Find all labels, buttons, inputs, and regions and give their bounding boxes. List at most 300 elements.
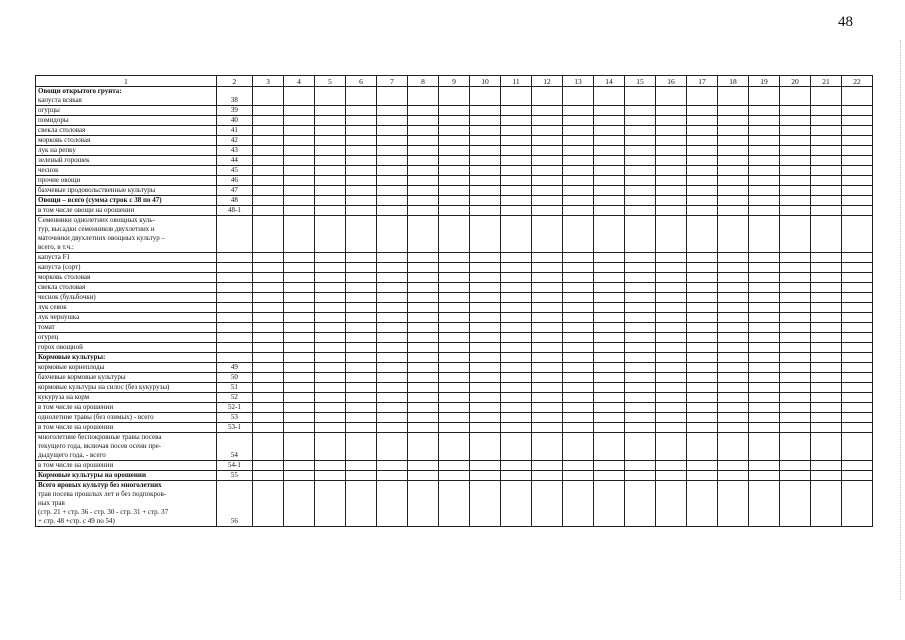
data-cell[interactable] (500, 216, 531, 253)
data-cell[interactable] (345, 413, 376, 423)
data-cell[interactable] (717, 333, 748, 343)
data-cell[interactable] (841, 156, 872, 166)
data-cell[interactable] (376, 423, 407, 433)
data-cell[interactable] (810, 186, 841, 196)
data-cell[interactable] (593, 343, 624, 353)
data-cell[interactable] (624, 323, 655, 333)
data-cell[interactable] (531, 146, 562, 156)
data-cell[interactable] (345, 433, 376, 461)
data-cell[interactable] (469, 263, 500, 273)
data-cell[interactable] (376, 413, 407, 423)
data-cell[interactable] (314, 146, 345, 156)
data-cell[interactable] (624, 303, 655, 313)
data-cell[interactable] (531, 481, 562, 527)
data-cell[interactable] (376, 323, 407, 333)
data-cell[interactable] (624, 176, 655, 186)
data-cell[interactable] (655, 471, 686, 481)
data-cell[interactable] (841, 383, 872, 393)
data-cell[interactable] (314, 186, 345, 196)
data-cell[interactable] (624, 313, 655, 323)
data-cell[interactable] (314, 136, 345, 146)
data-cell[interactable] (283, 176, 314, 186)
data-cell[interactable] (283, 403, 314, 413)
data-cell[interactable] (283, 186, 314, 196)
data-cell[interactable] (562, 433, 593, 461)
data-cell[interactable] (779, 471, 810, 481)
data-cell[interactable] (810, 216, 841, 253)
data-cell[interactable] (810, 263, 841, 273)
data-cell[interactable] (469, 433, 500, 461)
data-cell[interactable] (748, 343, 779, 353)
data-cell[interactable] (438, 176, 469, 186)
data-cell[interactable] (686, 176, 717, 186)
data-cell[interactable] (841, 363, 872, 373)
data-cell[interactable] (469, 106, 500, 116)
data-cell[interactable] (562, 126, 593, 136)
data-cell[interactable] (283, 481, 314, 527)
data-cell[interactable] (283, 413, 314, 423)
data-cell[interactable] (438, 333, 469, 343)
data-cell[interactable] (407, 196, 438, 206)
data-cell[interactable] (624, 373, 655, 383)
data-cell[interactable] (562, 333, 593, 343)
data-cell[interactable] (841, 303, 872, 313)
data-cell[interactable] (376, 273, 407, 283)
data-cell[interactable] (686, 481, 717, 527)
data-cell[interactable] (748, 126, 779, 136)
data-cell[interactable] (469, 313, 500, 323)
data-cell[interactable] (469, 383, 500, 393)
data-cell[interactable] (376, 253, 407, 263)
data-cell[interactable] (252, 373, 283, 383)
data-cell[interactable] (531, 273, 562, 283)
data-cell[interactable] (841, 216, 872, 253)
data-cell[interactable] (469, 343, 500, 353)
data-cell[interactable] (810, 481, 841, 527)
data-cell[interactable] (283, 373, 314, 383)
data-cell[interactable] (314, 323, 345, 333)
data-cell[interactable] (500, 253, 531, 263)
data-cell[interactable] (810, 323, 841, 333)
data-cell[interactable] (283, 393, 314, 403)
data-cell[interactable] (748, 136, 779, 146)
data-cell[interactable] (655, 373, 686, 383)
data-cell[interactable] (283, 433, 314, 461)
data-cell[interactable] (562, 481, 593, 527)
data-cell[interactable] (469, 186, 500, 196)
data-cell[interactable] (655, 196, 686, 206)
data-cell[interactable] (779, 106, 810, 116)
data-cell[interactable] (686, 383, 717, 393)
data-cell[interactable] (469, 116, 500, 126)
data-cell[interactable] (748, 423, 779, 433)
data-cell[interactable] (314, 363, 345, 373)
data-cell[interactable] (376, 363, 407, 373)
data-cell[interactable] (438, 303, 469, 313)
data-cell[interactable] (407, 216, 438, 253)
data-cell[interactable] (655, 87, 686, 106)
data-cell[interactable] (438, 156, 469, 166)
data-cell[interactable] (531, 303, 562, 313)
data-cell[interactable] (779, 323, 810, 333)
data-cell[interactable] (376, 433, 407, 461)
data-cell[interactable] (686, 353, 717, 363)
data-cell[interactable] (686, 186, 717, 196)
data-cell[interactable] (593, 116, 624, 126)
data-cell[interactable] (655, 136, 686, 146)
data-cell[interactable] (407, 313, 438, 323)
data-cell[interactable] (345, 293, 376, 303)
data-cell[interactable] (500, 156, 531, 166)
data-cell[interactable] (376, 393, 407, 403)
data-cell[interactable] (562, 393, 593, 403)
data-cell[interactable] (283, 106, 314, 116)
data-cell[interactable] (810, 87, 841, 106)
data-cell[interactable] (469, 403, 500, 413)
data-cell[interactable] (469, 176, 500, 186)
data-cell[interactable] (562, 423, 593, 433)
data-cell[interactable] (376, 293, 407, 303)
data-cell[interactable] (562, 273, 593, 283)
data-cell[interactable] (407, 156, 438, 166)
data-cell[interactable] (717, 206, 748, 216)
data-cell[interactable] (500, 373, 531, 383)
data-cell[interactable] (531, 283, 562, 293)
data-cell[interactable] (841, 323, 872, 333)
data-cell[interactable] (500, 146, 531, 156)
data-cell[interactable] (283, 136, 314, 146)
data-cell[interactable] (345, 393, 376, 403)
data-cell[interactable] (252, 106, 283, 116)
data-cell[interactable] (407, 363, 438, 373)
data-cell[interactable] (686, 106, 717, 116)
data-cell[interactable] (500, 413, 531, 423)
data-cell[interactable] (314, 383, 345, 393)
data-cell[interactable] (252, 313, 283, 323)
data-cell[interactable] (283, 253, 314, 263)
data-cell[interactable] (469, 461, 500, 471)
data-cell[interactable] (810, 313, 841, 323)
data-cell[interactable] (376, 216, 407, 253)
data-cell[interactable] (376, 116, 407, 126)
data-cell[interactable] (624, 136, 655, 146)
data-cell[interactable] (655, 283, 686, 293)
data-cell[interactable] (686, 333, 717, 343)
data-cell[interactable] (655, 216, 686, 253)
data-cell[interactable] (686, 166, 717, 176)
data-cell[interactable] (345, 313, 376, 323)
data-cell[interactable] (438, 253, 469, 263)
data-cell[interactable] (531, 363, 562, 373)
data-cell[interactable] (562, 176, 593, 186)
data-cell[interactable] (655, 206, 686, 216)
data-cell[interactable] (562, 293, 593, 303)
data-cell[interactable] (810, 461, 841, 471)
data-cell[interactable] (624, 333, 655, 343)
data-cell[interactable] (593, 283, 624, 293)
data-cell[interactable] (438, 471, 469, 481)
data-cell[interactable] (531, 166, 562, 176)
data-cell[interactable] (655, 116, 686, 126)
data-cell[interactable] (531, 156, 562, 166)
data-cell[interactable] (376, 186, 407, 196)
data-cell[interactable] (252, 471, 283, 481)
data-cell[interactable] (314, 461, 345, 471)
data-cell[interactable] (314, 293, 345, 303)
data-cell[interactable] (748, 116, 779, 126)
data-cell[interactable] (748, 353, 779, 363)
data-cell[interactable] (748, 413, 779, 423)
data-cell[interactable] (779, 433, 810, 461)
data-cell[interactable] (283, 353, 314, 363)
data-cell[interactable] (593, 363, 624, 373)
data-cell[interactable] (717, 253, 748, 263)
data-cell[interactable] (252, 206, 283, 216)
data-cell[interactable] (717, 293, 748, 303)
data-cell[interactable] (841, 461, 872, 471)
data-cell[interactable] (407, 116, 438, 126)
data-cell[interactable] (562, 253, 593, 263)
data-cell[interactable] (779, 186, 810, 196)
data-cell[interactable] (655, 263, 686, 273)
data-cell[interactable] (624, 481, 655, 527)
data-cell[interactable] (593, 146, 624, 156)
data-cell[interactable] (376, 461, 407, 471)
data-cell[interactable] (717, 393, 748, 403)
data-cell[interactable] (717, 423, 748, 433)
data-cell[interactable] (376, 146, 407, 156)
data-cell[interactable] (500, 383, 531, 393)
data-cell[interactable] (500, 353, 531, 363)
data-cell[interactable] (438, 313, 469, 323)
data-cell[interactable] (531, 461, 562, 471)
data-cell[interactable] (500, 206, 531, 216)
data-cell[interactable] (376, 206, 407, 216)
data-cell[interactable] (686, 126, 717, 136)
data-cell[interactable] (345, 136, 376, 146)
data-cell[interactable] (438, 87, 469, 106)
data-cell[interactable] (531, 373, 562, 383)
data-cell[interactable] (252, 363, 283, 373)
data-cell[interactable] (624, 263, 655, 273)
data-cell[interactable] (686, 156, 717, 166)
data-cell[interactable] (407, 106, 438, 116)
data-cell[interactable] (717, 383, 748, 393)
data-cell[interactable] (841, 433, 872, 461)
data-cell[interactable] (314, 206, 345, 216)
data-cell[interactable] (345, 146, 376, 156)
data-cell[interactable] (624, 273, 655, 283)
data-cell[interactable] (810, 166, 841, 176)
data-cell[interactable] (252, 176, 283, 186)
data-cell[interactable] (314, 116, 345, 126)
data-cell[interactable] (779, 413, 810, 423)
data-cell[interactable] (376, 196, 407, 206)
data-cell[interactable] (810, 343, 841, 353)
data-cell[interactable] (717, 413, 748, 423)
data-cell[interactable] (407, 176, 438, 186)
data-cell[interactable] (345, 373, 376, 383)
data-cell[interactable] (252, 343, 283, 353)
data-cell[interactable] (686, 423, 717, 433)
data-cell[interactable] (314, 373, 345, 383)
data-cell[interactable] (252, 383, 283, 393)
data-cell[interactable] (469, 303, 500, 313)
data-cell[interactable] (655, 353, 686, 363)
data-cell[interactable] (562, 471, 593, 481)
data-cell[interactable] (438, 323, 469, 333)
data-cell[interactable] (810, 403, 841, 413)
data-cell[interactable] (717, 263, 748, 273)
data-cell[interactable] (531, 196, 562, 206)
data-cell[interactable] (345, 87, 376, 106)
data-cell[interactable] (252, 353, 283, 363)
data-cell[interactable] (283, 263, 314, 273)
data-cell[interactable] (779, 126, 810, 136)
data-cell[interactable] (562, 196, 593, 206)
data-cell[interactable] (562, 383, 593, 393)
data-cell[interactable] (531, 206, 562, 216)
data-cell[interactable] (314, 343, 345, 353)
data-cell[interactable] (252, 413, 283, 423)
data-cell[interactable] (624, 186, 655, 196)
data-cell[interactable] (655, 273, 686, 283)
data-cell[interactable] (469, 323, 500, 333)
data-cell[interactable] (779, 313, 810, 323)
data-cell[interactable] (531, 87, 562, 106)
data-cell[interactable] (810, 293, 841, 303)
data-cell[interactable] (500, 303, 531, 313)
data-cell[interactable] (345, 333, 376, 343)
data-cell[interactable] (841, 413, 872, 423)
data-cell[interactable] (376, 156, 407, 166)
data-cell[interactable] (500, 283, 531, 293)
data-cell[interactable] (314, 87, 345, 106)
data-cell[interactable] (655, 323, 686, 333)
data-cell[interactable] (686, 136, 717, 146)
data-cell[interactable] (779, 343, 810, 353)
data-cell[interactable] (314, 166, 345, 176)
data-cell[interactable] (593, 166, 624, 176)
data-cell[interactable] (345, 363, 376, 373)
data-cell[interactable] (500, 461, 531, 471)
data-cell[interactable] (345, 481, 376, 527)
data-cell[interactable] (376, 403, 407, 413)
data-cell[interactable] (283, 323, 314, 333)
data-cell[interactable] (779, 383, 810, 393)
data-cell[interactable] (717, 313, 748, 323)
data-cell[interactable] (748, 263, 779, 273)
data-cell[interactable] (407, 146, 438, 156)
data-cell[interactable] (376, 481, 407, 527)
data-cell[interactable] (655, 383, 686, 393)
data-cell[interactable] (531, 333, 562, 343)
data-cell[interactable] (686, 461, 717, 471)
data-cell[interactable] (624, 461, 655, 471)
data-cell[interactable] (593, 253, 624, 263)
data-cell[interactable] (345, 126, 376, 136)
data-cell[interactable] (779, 253, 810, 263)
data-cell[interactable] (779, 461, 810, 471)
data-cell[interactable] (438, 373, 469, 383)
data-cell[interactable] (686, 373, 717, 383)
data-cell[interactable] (686, 323, 717, 333)
data-cell[interactable] (314, 273, 345, 283)
data-cell[interactable] (314, 423, 345, 433)
data-cell[interactable] (748, 253, 779, 263)
data-cell[interactable] (500, 116, 531, 126)
data-cell[interactable] (345, 353, 376, 363)
data-cell[interactable] (748, 146, 779, 156)
data-cell[interactable] (345, 423, 376, 433)
data-cell[interactable] (438, 343, 469, 353)
data-cell[interactable] (314, 481, 345, 527)
data-cell[interactable] (624, 403, 655, 413)
data-cell[interactable] (345, 383, 376, 393)
data-cell[interactable] (717, 126, 748, 136)
data-cell[interactable] (531, 186, 562, 196)
data-cell[interactable] (283, 363, 314, 373)
data-cell[interactable] (593, 333, 624, 343)
data-cell[interactable] (407, 383, 438, 393)
data-cell[interactable] (407, 303, 438, 313)
data-cell[interactable] (562, 461, 593, 471)
data-cell[interactable] (686, 363, 717, 373)
data-cell[interactable] (500, 433, 531, 461)
data-cell[interactable] (469, 353, 500, 363)
data-cell[interactable] (500, 136, 531, 146)
data-cell[interactable] (779, 481, 810, 527)
data-cell[interactable] (624, 106, 655, 116)
data-cell[interactable] (407, 423, 438, 433)
data-cell[interactable] (376, 343, 407, 353)
data-cell[interactable] (345, 343, 376, 353)
data-cell[interactable] (314, 253, 345, 263)
data-cell[interactable] (624, 283, 655, 293)
data-cell[interactable] (252, 303, 283, 313)
data-cell[interactable] (283, 313, 314, 323)
data-cell[interactable] (810, 363, 841, 373)
data-cell[interactable] (252, 481, 283, 527)
data-cell[interactable] (376, 283, 407, 293)
data-cell[interactable] (717, 196, 748, 206)
data-cell[interactable] (469, 393, 500, 403)
data-cell[interactable] (841, 293, 872, 303)
data-cell[interactable] (407, 393, 438, 403)
data-cell[interactable] (562, 146, 593, 156)
data-cell[interactable] (283, 126, 314, 136)
data-cell[interactable] (562, 106, 593, 116)
data-cell[interactable] (779, 303, 810, 313)
data-cell[interactable] (283, 156, 314, 166)
data-cell[interactable] (531, 313, 562, 323)
data-cell[interactable] (500, 333, 531, 343)
data-cell[interactable] (748, 393, 779, 403)
data-cell[interactable] (686, 87, 717, 106)
data-cell[interactable] (748, 303, 779, 313)
data-cell[interactable] (283, 383, 314, 393)
data-cell[interactable] (345, 303, 376, 313)
data-cell[interactable] (345, 106, 376, 116)
data-cell[interactable] (376, 333, 407, 343)
data-cell[interactable] (841, 166, 872, 176)
data-cell[interactable] (686, 253, 717, 263)
data-cell[interactable] (252, 403, 283, 413)
data-cell[interactable] (779, 363, 810, 373)
data-cell[interactable] (748, 216, 779, 253)
data-cell[interactable] (314, 413, 345, 423)
data-cell[interactable] (469, 333, 500, 343)
